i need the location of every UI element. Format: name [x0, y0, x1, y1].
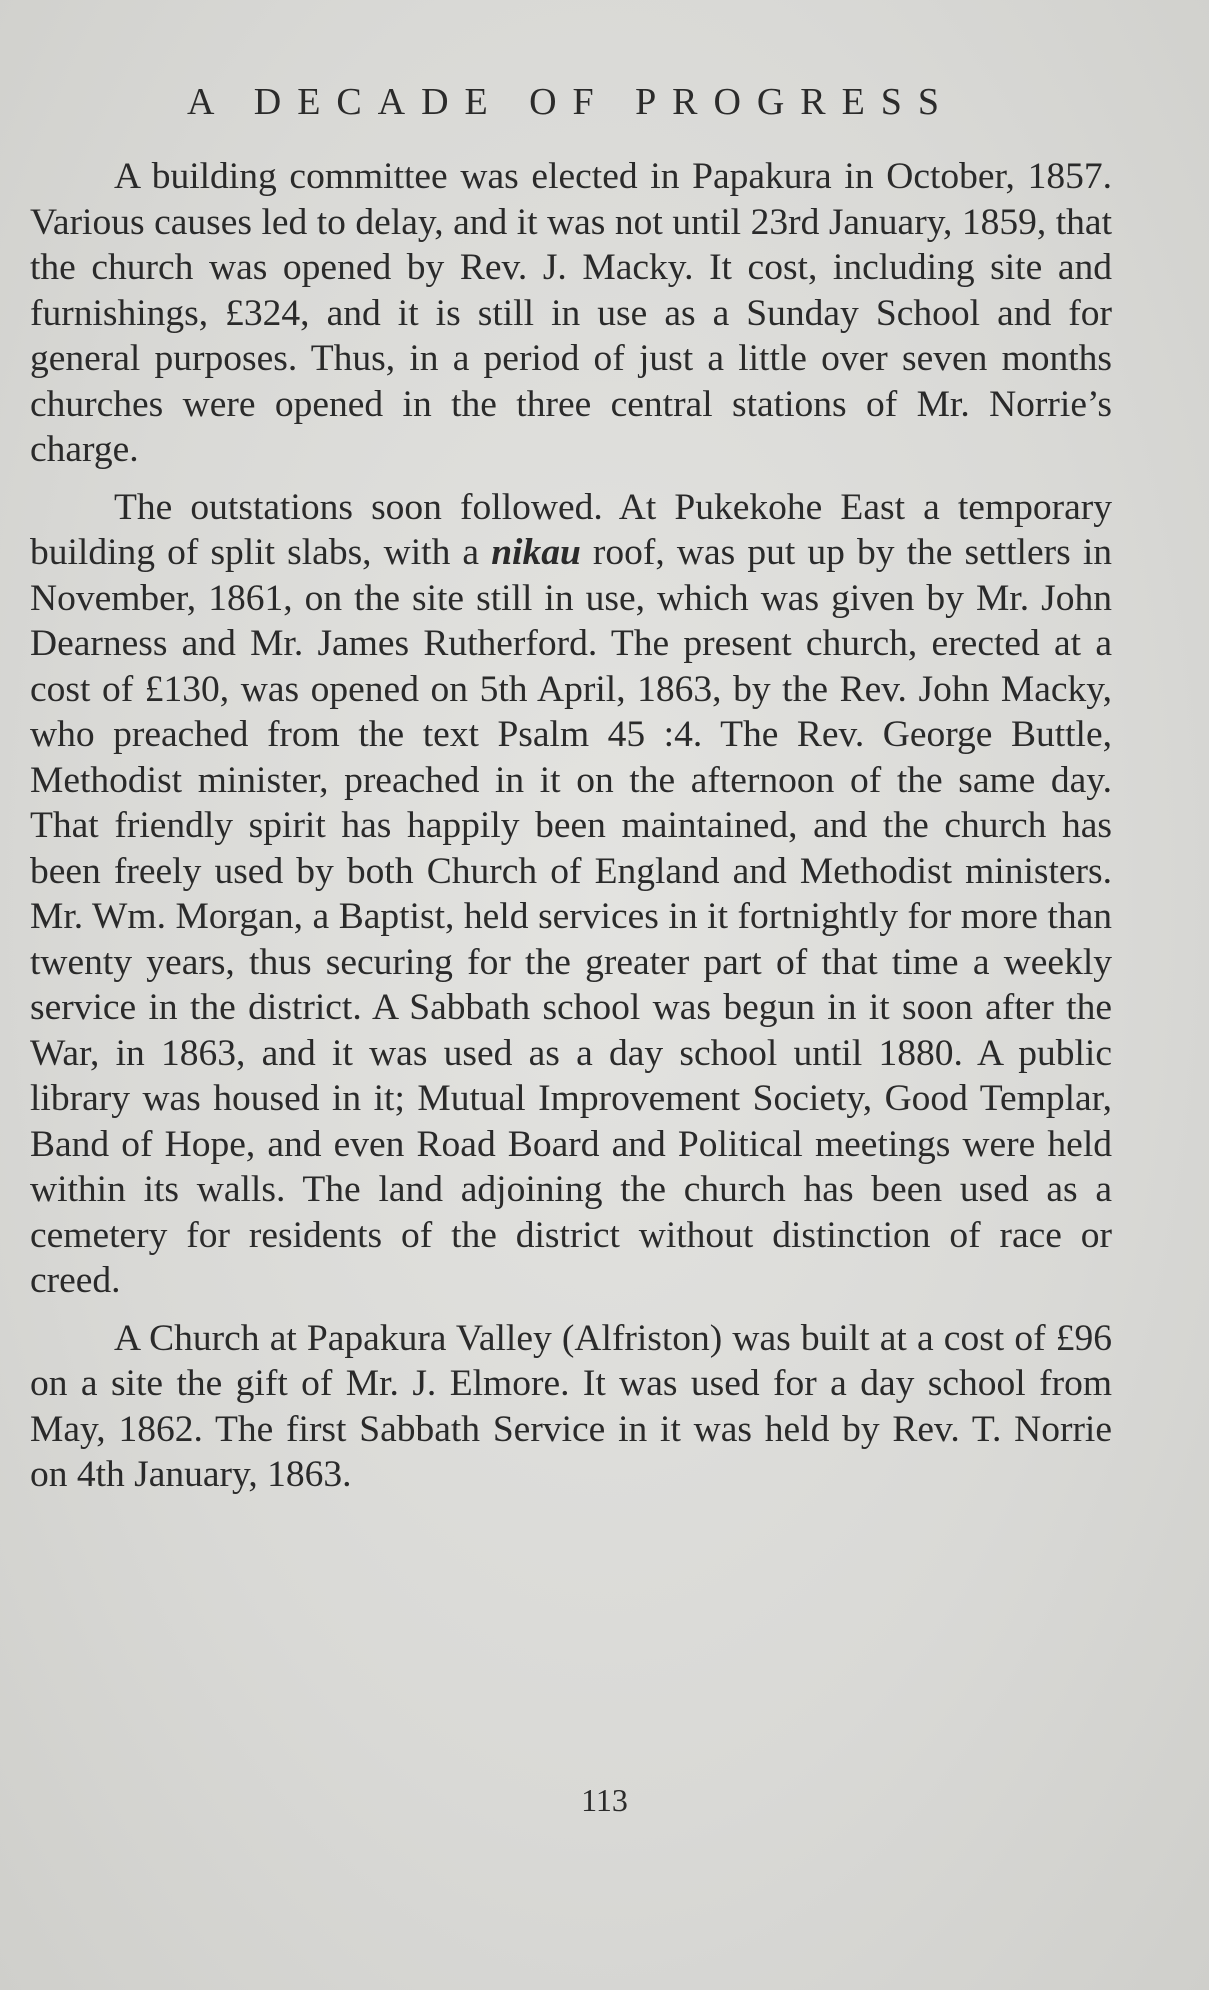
- paragraph-papakura-church: A building committee was elected in Papakura in October, 1857. Various causes led to delay, and it was not until 23rd January, 1859, that the church was opened by Rev. J. Macky. It cost, including site and furnishings, £324, and it is still in use as a Sunday School and for general purposes. Thus, in a period of just a little over seven months churches were opened in the three central stations of Mr. Norrie’s charge.: [30, 156, 1112, 470]
- book-page: [30, 78, 1112, 1510]
- italic-term: nikau: [491, 532, 581, 573]
- running-head: A DECADE OF PROGRESS: [187, 81, 955, 123]
- paragraph-outstations: [30, 485, 1112, 1304]
- paragraph-text: The outstations soon followed. At Pukekohe East a temporary building of split slabs, with a: [30, 486, 1112, 573]
- page-number: 113: [581, 1782, 628, 1818]
- paragraph-papakura-valley: A Church at Papakura Valley (Alfriston) was built at a cost of £96 on a site the gift of Mr. J. Elmore. It was used for a day school from May, 1862. The first Sabbath Service in it was held by Rev. T. Norrie on 4th January, 1863.: [30, 1317, 1112, 1495]
- paragraph-text: roof, was put up by the settlers in November, 1861, on the site still in use, which was given by Mr. John Dearness and Mr. James Rutherford. The present church, erected at a cost of £130, was opened on 5th April, 1863, by the Rev. John Macky, who preached from the text Psalm 45 :4. The Rev. George Buttle, Methodist minister, preached in it on the afternoon of the same day. That friendly spirit has happily been maintained, and the church has been freely used by both Church of England and Methodist ministers. Mr. Wm. Morgan, a Baptist, held services in it fortnightly for more than twenty years, thus securing for the greater part of that time a weekly service in the district. A Sabbath school was begun in it soon after the War, in 1863, and it was used as a day school until 1880. A public library was housed in it; Mutual Improvement Society, Good Templar, Band of Hope, and even Road Board and Political meetings were held within its walls. The land adjoining the church has been used as a cemetery for residents of the district without distinction of race or creed.: [30, 532, 1112, 1301]
